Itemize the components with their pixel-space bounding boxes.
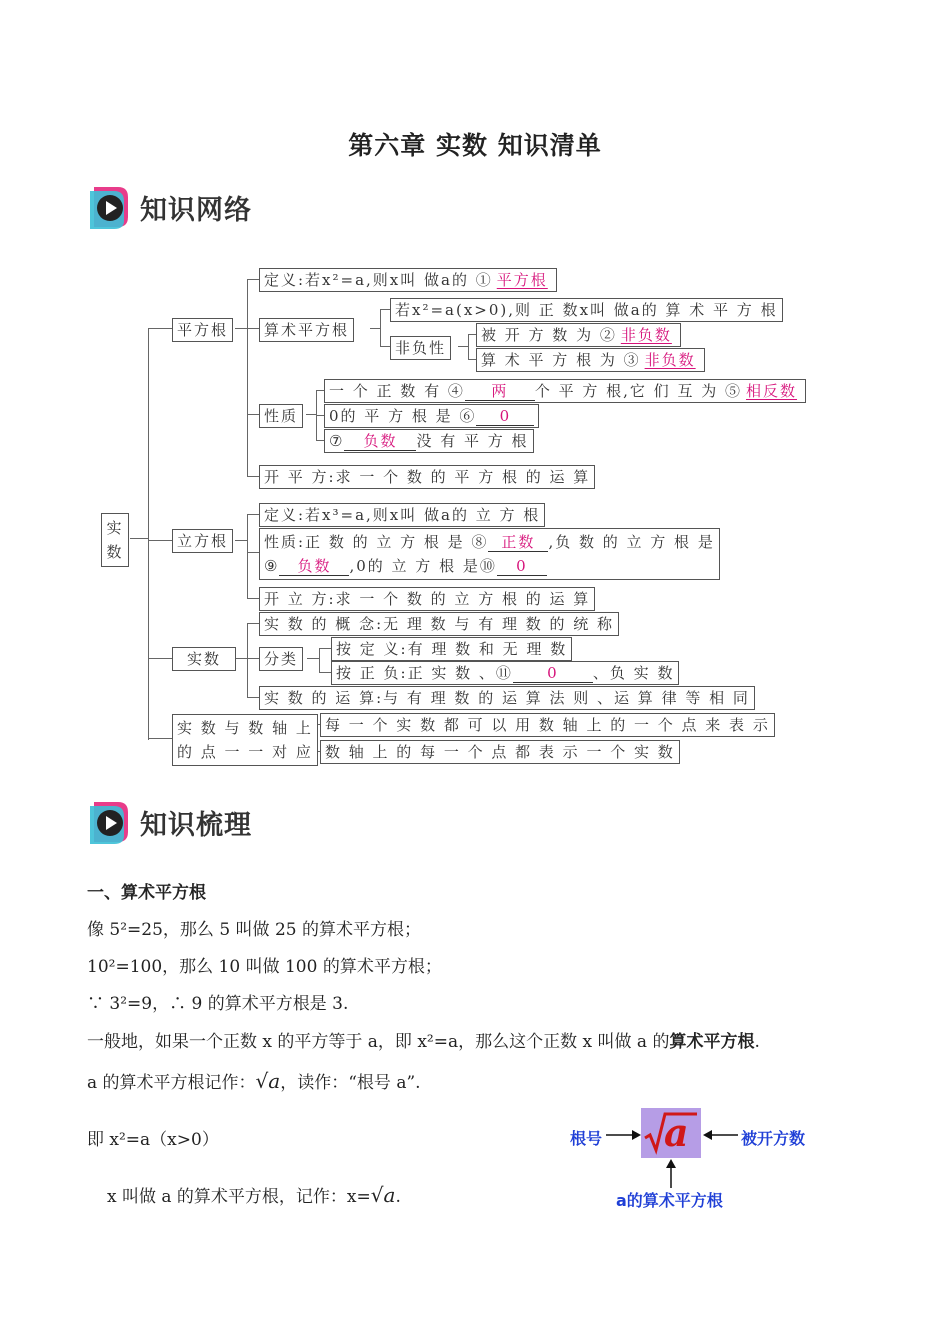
node-nonneg-1: 被 开 方 数 为 ② 非负数 xyxy=(476,323,681,347)
text-line: ∵ 3²=9，∴ 9 的算术平方根是 3. xyxy=(87,994,349,1014)
text-line: 一般地，如果一个正数 x 的平方等于 a，即 x²=a，那么这个正数 x 叫做 a 的算术平方根. xyxy=(87,1032,760,1052)
text-line: 像 5²=25，那么 5 叫做 25 的算术平方根； xyxy=(87,920,421,940)
node-axis-2: 数 轴 上 的 每 一 个 点 都 表 示 一 个 实 数 xyxy=(320,740,680,764)
node-real-class: 分类 xyxy=(259,647,303,671)
node-sqrt-def: 定义:若x²=a,则x叫 做a的 ① 平方根 xyxy=(259,268,557,292)
arrow-up-icon xyxy=(664,1158,678,1188)
node-arith-def: 若x²=a(x>0),则 正 数x叫 做a的 算 术 平 方 根 xyxy=(390,298,783,322)
node-sqrt-extract: 开 平 方:求 一 个 数 的 平 方 根 的 运 算 xyxy=(259,465,595,489)
text-line: x 叫做 a 的算术平方根，记作：x=√a. xyxy=(107,1183,401,1207)
node-sqrt: 平方根 xyxy=(172,318,233,342)
node-cbrt: 立方根 xyxy=(172,529,233,553)
node-prop-3: ⑦ 负数 没 有 平 方 根 xyxy=(324,429,534,453)
answer-11: 0 xyxy=(513,664,593,683)
radicand-symbol: a xyxy=(664,1110,689,1155)
answer-7: 负数 xyxy=(344,432,416,451)
section-title: 知识梳理 xyxy=(140,809,252,841)
page-title: 第六章 实数 知识清单 xyxy=(348,131,602,160)
node-prop-2: 0的 平 方 根 是 ⑥ 0 xyxy=(324,404,539,428)
node-real-concept: 实 数 的 概 念:无 理 数 与 有 理 数 的 统 称 xyxy=(259,612,619,636)
arrow-left-icon xyxy=(702,1128,738,1142)
play-icon xyxy=(88,798,134,846)
answer-1: 平方根 xyxy=(496,271,548,289)
node-prop: 性质 xyxy=(259,404,303,428)
answer-6: 0 xyxy=(476,407,534,426)
answer-9: 负数 xyxy=(279,557,349,576)
node-cbrt-extract: 开 立 方:求 一 个 数 的 立 方 根 的 运 算 xyxy=(259,587,595,611)
section-title: 知识网络 xyxy=(140,194,252,226)
node-nonneg-2: 算 术 平 方 根 为 ③ 非负数 xyxy=(476,348,705,372)
node-real-class-2: 按 正 负:正 实 数 、⑪ 0 、负 实 数 xyxy=(331,661,679,685)
node-real: 实数 xyxy=(172,647,236,671)
label-radicand: 被开方数 xyxy=(741,1129,806,1148)
node-prop-1: 一 个 正 数 有 ④ 两 个 平 方 根,它 们 互 为 ⑤ 相反数 xyxy=(324,379,806,403)
node-axis-1: 每 一 个 实 数 都 可 以 用 数 轴 上 的 一 个 点 来 表 示 xyxy=(320,713,775,737)
node-axis: 实 数 与 数 轴 上 的 点 一 一 对 应 xyxy=(172,714,318,766)
answer-2: 非负数 xyxy=(620,326,672,344)
section-header-network xyxy=(88,183,252,231)
sqrt-symbol: √a xyxy=(255,1069,281,1093)
sub-heading: 一、算术平方根 xyxy=(87,883,206,903)
sqrt-symbol: √a xyxy=(370,1183,396,1207)
answer-3: 非负数 xyxy=(644,351,696,369)
node-cbrt-prop: 性质:正 数 的 立 方 根 是 ⑧ 正数 ,负 数 的 立 方 根 是 ⑨ 负数 ,0的 立 方 根 是⑩ 0 xyxy=(259,528,720,580)
node-real-class-1: 按 定 义:有 理 数 和 无 理 数 xyxy=(331,637,572,661)
text-line: 即 x²=a（x>0） xyxy=(87,1130,219,1150)
label-arith-root: a的算术平方根 xyxy=(616,1191,723,1210)
label-radical: 根号 xyxy=(570,1129,603,1148)
node-nonneg: 非负性 xyxy=(390,336,451,360)
text-line: 10²=100，那么 10 叫做 100 的算术平方根； xyxy=(87,957,442,977)
section-header-sorting xyxy=(88,798,252,846)
node-real-ops: 实 数 的 运 算:与 有 理 数 的 运 算 法 则 、运 算 律 等 相 同 xyxy=(259,686,755,710)
root-node: 实数 xyxy=(101,513,129,567)
sqrt-diagram xyxy=(560,1100,830,1215)
arrow-right-icon xyxy=(606,1128,642,1142)
node-cbrt-def: 定义:若x³=a,则x叫 做a的 立 方 根 xyxy=(259,503,545,527)
node-arith: 算术平方根 xyxy=(259,318,354,342)
answer-10: 0 xyxy=(497,557,547,576)
text-line: a 的算术平方根记作：√a，读作：“根号 a”. xyxy=(87,1069,421,1093)
answer-8: 正数 xyxy=(488,533,548,552)
answer-4: 两 xyxy=(465,382,535,401)
answer-5: 相反数 xyxy=(746,382,798,400)
play-icon xyxy=(88,183,134,231)
